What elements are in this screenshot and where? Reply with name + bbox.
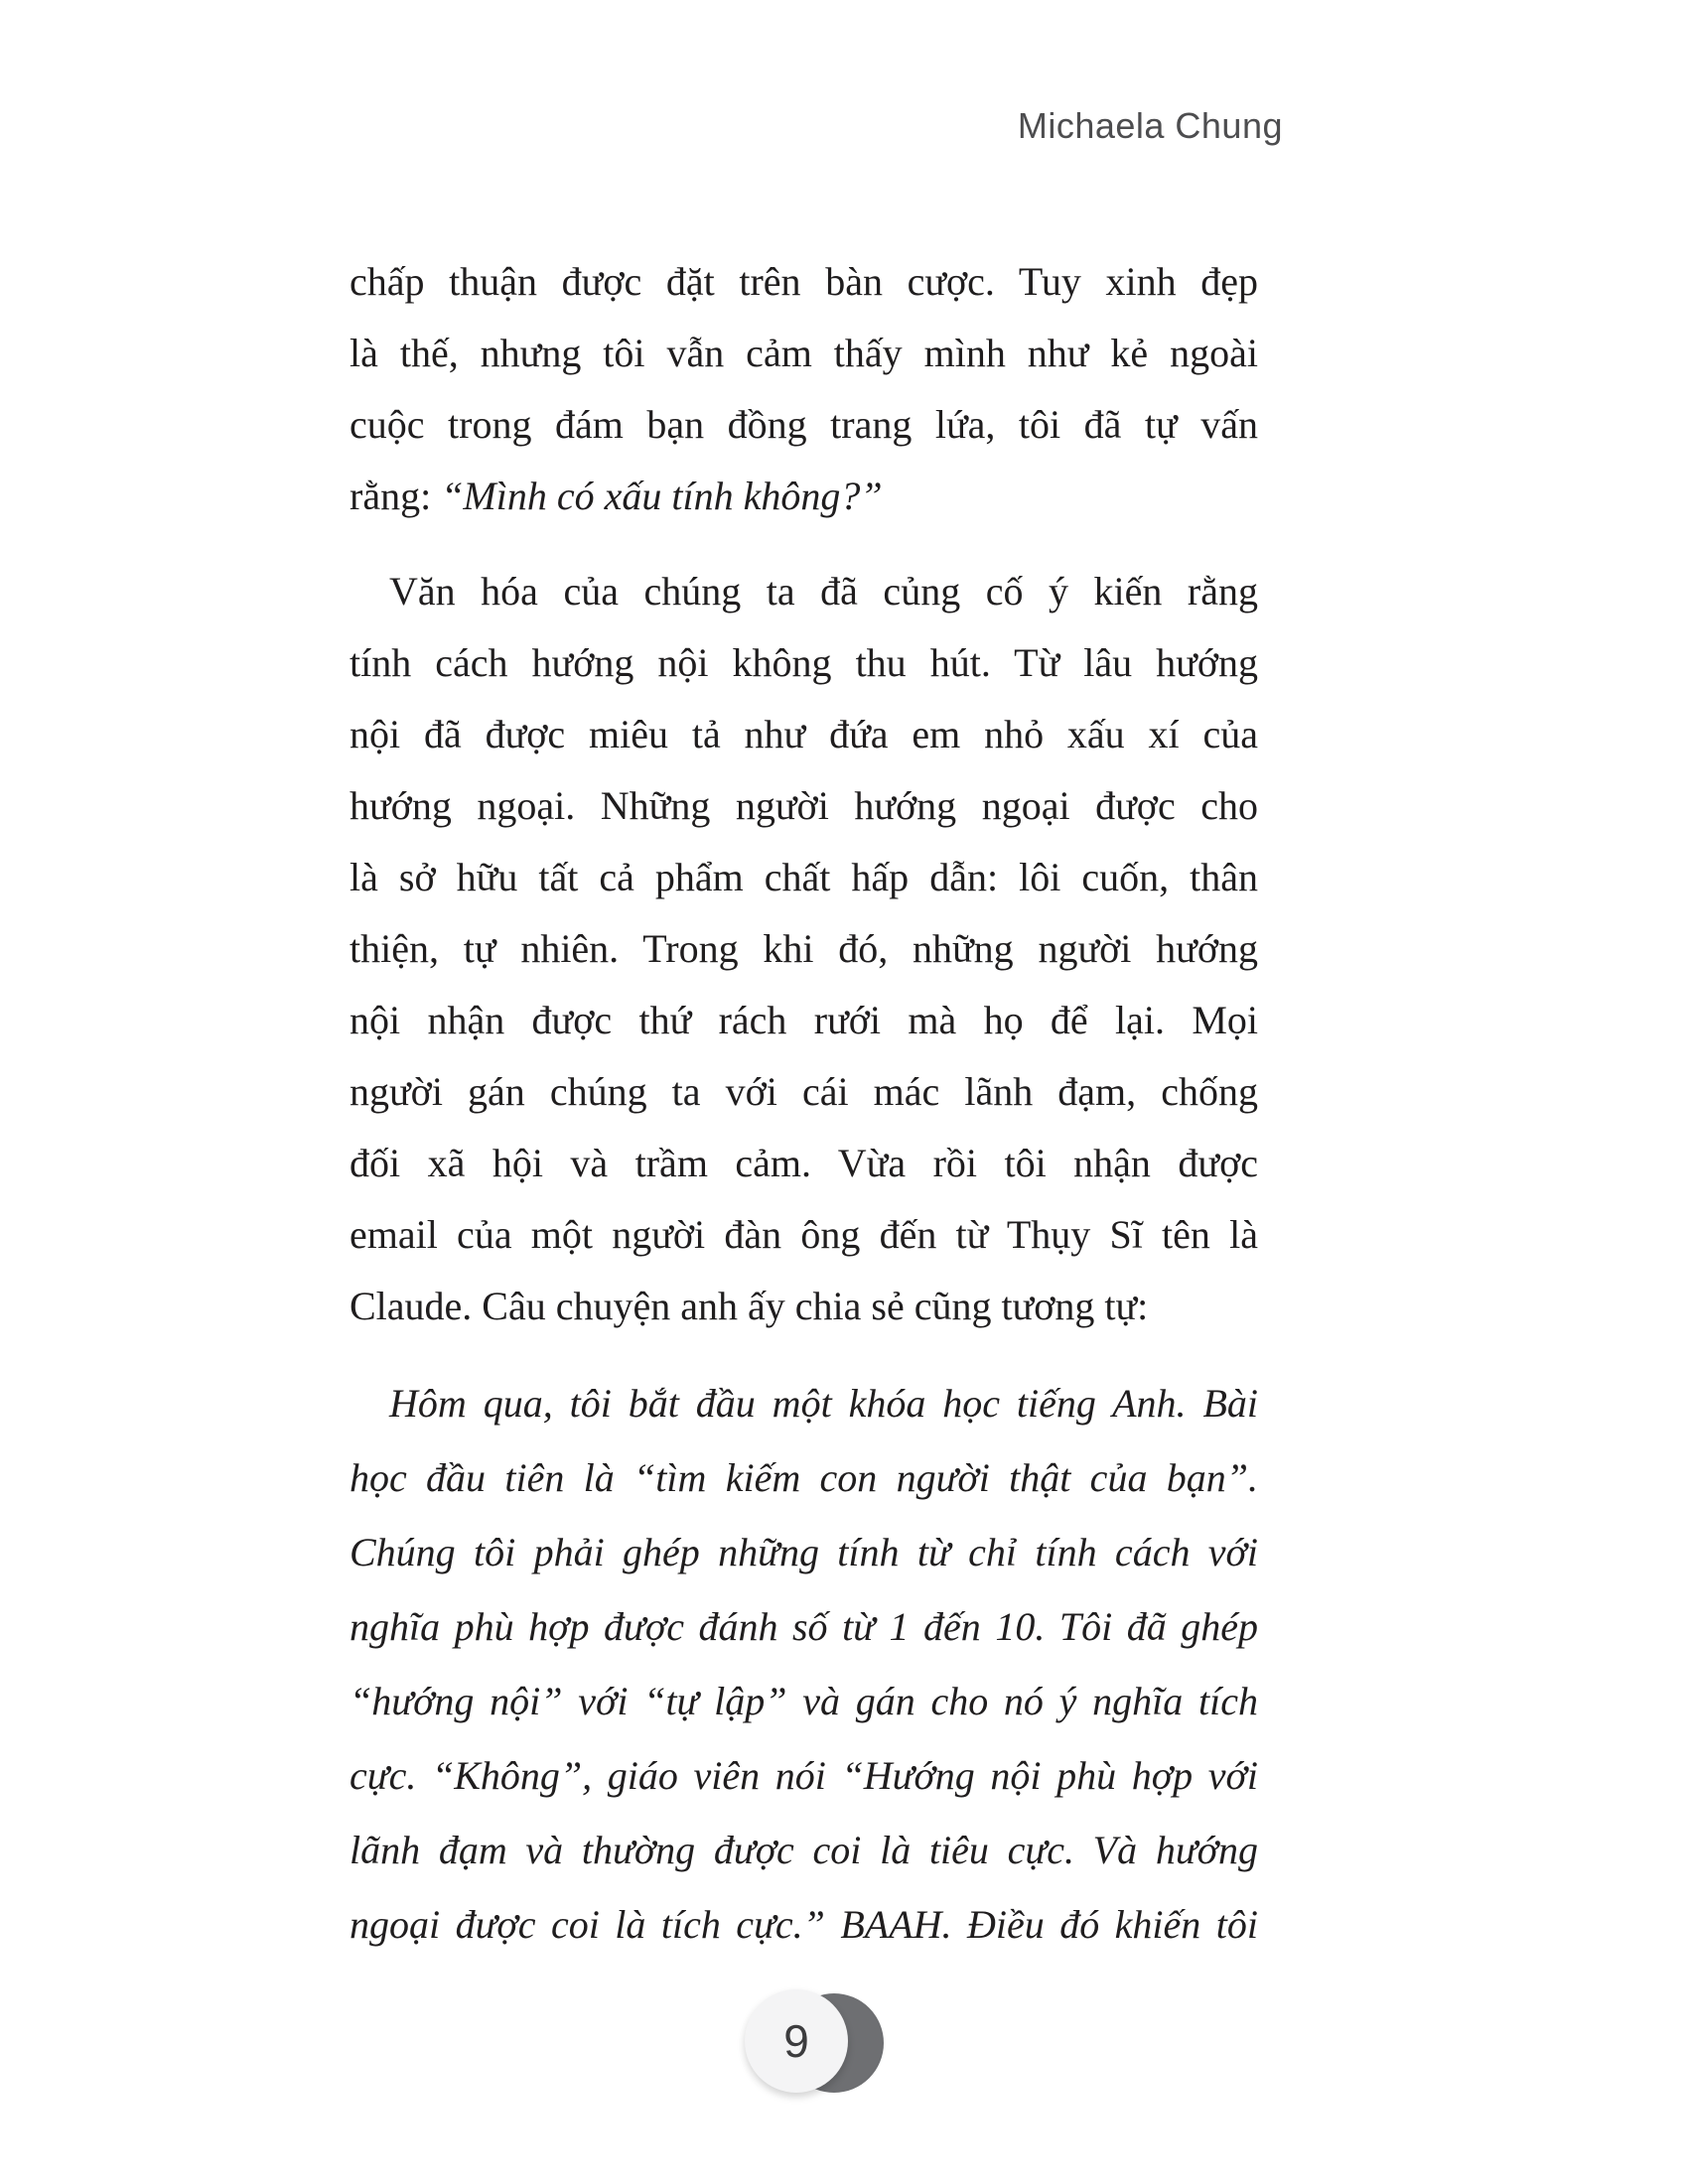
- inline-quote-italic: “Mình có xấu tính không?”: [441, 474, 883, 518]
- text-line: Văn hóa của chúng ta đã củng cố ý kiến rằng: [389, 569, 1258, 614]
- text-line: là sở hữu tất cả phẩm chất hấp dẫn: lôi cuốn, thân: [350, 855, 1258, 899]
- paragraph: [350, 556, 1258, 1342]
- text-line: “hướng nội” với “tự lập” và gán cho nó ý nghĩa tích: [350, 1679, 1258, 1723]
- text-line: tính cách hướng nội không thu hút. Từ lâu hướng: [350, 640, 1258, 685]
- text-line: cực. “Không”, giáo viên nói “Hướng nội phù hợp với: [350, 1753, 1258, 1798]
- text-line: học đầu tiên là “tìm kiếm con người thật của bạn”.: [350, 1455, 1258, 1500]
- text-line: nội đã được miêu tả như đứa em nhỏ xấu xí của: [350, 712, 1258, 756]
- badge-light-circle: [745, 1989, 848, 2093]
- text-line: là thế, nhưng tôi vẫn cảm thấy mình như kẻ ngoài: [350, 331, 1258, 375]
- text-line: người gán chúng ta với cái mác lãnh đạm, chống: [350, 1069, 1258, 1114]
- inline-text: rằng:: [350, 474, 442, 518]
- paragraph: [350, 246, 1258, 532]
- text-line: email của một người đàn ông đến từ Thụy Sĩ tên là: [350, 1212, 1258, 1257]
- text-line: lãnh đạm và thường được coi là tiêu cực. Và hướng: [350, 1828, 1258, 1872]
- text-line: nghĩa phù hợp được đánh số từ 1 đến 10. Tôi đã ghép: [350, 1604, 1258, 1649]
- text-block: [350, 246, 1258, 1962]
- text-line: đối xã hội và trầm cảm. Vừa rồi tôi nhận được: [350, 1141, 1258, 1185]
- text-line: [350, 461, 1258, 532]
- text-line: Hôm qua, tôi bắt đầu một khóa học tiếng Anh. Bài: [389, 1381, 1258, 1426]
- text-line: cuộc trong đám bạn đồng trang lứa, tôi đã tự vấn: [350, 402, 1258, 447]
- text-line: thiện, tự nhiên. Trong khi đó, những người hướng: [350, 926, 1258, 971]
- text-line: Claude. Câu chuyện anh ấy chia sẻ cũng tương tự:: [350, 1284, 1149, 1328]
- text-line: chấp thuận được đặt trên bàn cược. Tuy xinh đẹp: [350, 259, 1258, 304]
- running-header-author: Michaela Chung: [1017, 105, 1283, 146]
- page-number-badge: [745, 1989, 923, 2104]
- text-line: nội nhận được thứ rách rưới mà họ để lại. Mọi: [350, 998, 1258, 1042]
- text-line: ngoại được coi là tích cực.” BAAH. Điều đó khiến tôi: [350, 1902, 1258, 1947]
- paragraph: [350, 1366, 1258, 1962]
- text-line: Chúng tôi phải ghép những tính từ chỉ tính cách với: [350, 1530, 1258, 1574]
- page-number: 9: [783, 2015, 809, 2067]
- text-line: hướng ngoại. Những người hướng ngoại được cho: [350, 783, 1258, 828]
